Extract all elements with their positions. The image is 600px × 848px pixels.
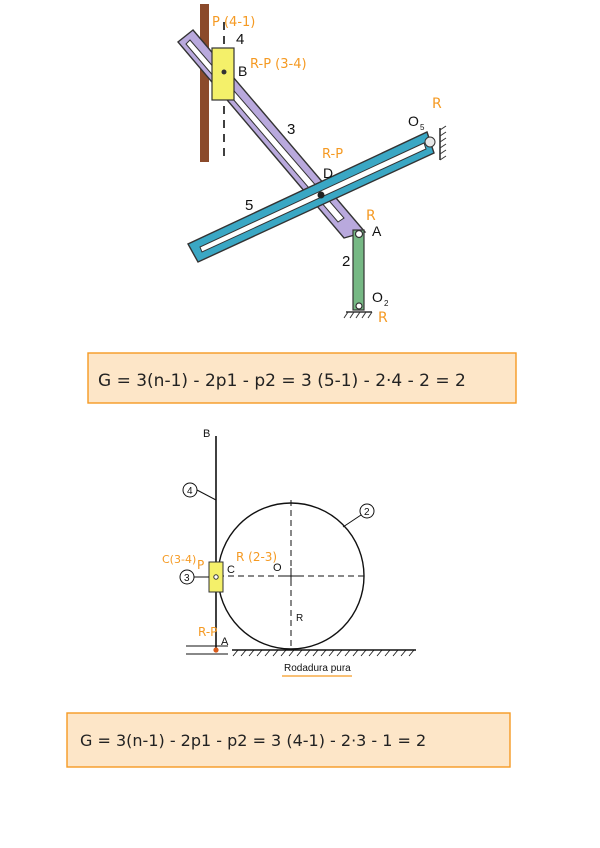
joint-a <box>356 231 363 238</box>
annotation-p: P <box>197 558 205 572</box>
label-link-4-2: 4 <box>187 486 193 497</box>
label-point-o5: O <box>408 113 419 129</box>
joint-d <box>318 192 325 199</box>
label-sub-2: 2 <box>384 299 389 308</box>
callout-leader-4 <box>197 490 216 500</box>
link-2-crank <box>353 230 364 310</box>
label-point-o2: O <box>372 289 383 305</box>
annotation-rp34: R-P (3-4) <box>250 57 307 72</box>
label-point-a-2: A <box>221 636 229 648</box>
joint-a-contact <box>213 647 218 652</box>
label-link-5: 5 <box>245 197 254 214</box>
label-point-o: O <box>273 562 282 574</box>
equation-2-text: G = 3(n-1) - 2p1 - p2 = 3 (4-1) - 2·3 - 1 = 2 <box>80 731 427 750</box>
annotation-rp-d: R-P <box>322 147 344 162</box>
joint-b <box>222 70 227 75</box>
annotation-c34: C(3-4) <box>162 553 197 566</box>
label-sub-5: 5 <box>420 123 425 132</box>
fixed-support-o5 <box>440 126 446 160</box>
label-slider-3: 3 <box>184 573 190 584</box>
label-link-2: 2 <box>342 253 351 270</box>
label-point-c: C <box>227 564 235 576</box>
label-point-b: B <box>238 63 248 79</box>
label-link-4: 4 <box>236 31 245 48</box>
callout-leader-2 <box>343 515 361 527</box>
link-5-slotted-bar <box>188 132 435 262</box>
joint-c <box>214 575 218 579</box>
equation-box-1 <box>88 353 516 403</box>
label-point-a: A <box>372 223 382 239</box>
annotation-r-o5: R <box>432 96 442 112</box>
label-disc-2: 2 <box>364 507 370 518</box>
ground-support-o2 <box>344 312 372 318</box>
label-link-3: 3 <box>287 121 296 138</box>
label-point-b-2: B <box>203 428 211 440</box>
annotation-r-o2: R <box>378 310 388 326</box>
annotation-rp: R-P <box>198 625 218 639</box>
label-radius: R <box>296 613 304 624</box>
equation-box-2 <box>67 713 510 767</box>
equation-1-text: G = 3(n-1) - 2p1 - p2 = 3 (5-1) - 2·4 - 2 = 2 <box>98 371 466 391</box>
annotation-p41: P (4-1) <box>212 15 256 30</box>
mechanism-diagram-1 <box>178 4 446 326</box>
joint-o2 <box>356 303 362 309</box>
label-point-d: D <box>323 165 334 181</box>
mechanism-diagram-2 <box>162 428 416 676</box>
fixed-guide-wall <box>200 4 209 162</box>
annotation-r23: R (2-3) <box>236 550 278 564</box>
annotation-r-a: R <box>366 208 376 224</box>
ground-hatching <box>233 650 414 656</box>
caption-pure-rolling: Rodadura pura <box>284 663 351 674</box>
